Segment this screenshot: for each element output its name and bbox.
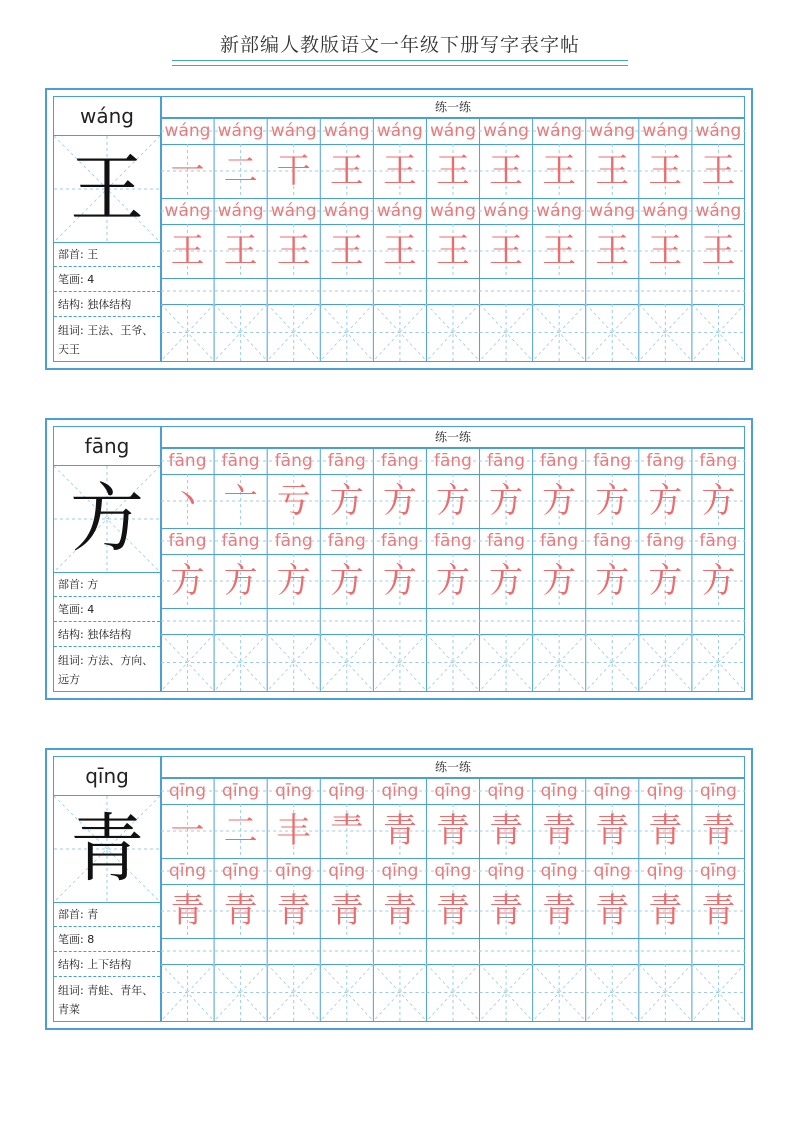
cell-pinyin: fāng [646,451,685,471]
cell-pinyin: wáng [323,201,370,221]
cell-trace-char: 一 [170,151,205,191]
cell-pinyin: qīng [699,781,737,801]
cell-pinyin: fāng [327,531,366,551]
cell-trace-char: 王 [648,151,683,191]
char-radical: 部首: 方 [54,573,160,597]
practice-grid [161,426,745,692]
cell-pinyin: wáng [376,201,423,221]
cell-trace-char: 青 [382,891,417,931]
char-structure: 结构: 上下结构 [54,953,160,977]
practice-grid [161,96,745,362]
practice-header: 练一练 [161,426,745,448]
cell-trace-char: 青 [595,891,630,931]
cell-pinyin: fāng [540,451,579,471]
cell-trace-char: 丶 [170,481,205,521]
cell-pinyin: wáng [695,121,742,141]
cell-pinyin: qīng [328,861,366,881]
cell-pinyin: wáng [642,201,689,221]
char-large: 王 [70,146,144,232]
cell-trace-char: 王 [223,231,258,271]
cell-pinyin: fāng [168,531,207,551]
cell-trace-char: 王 [489,231,524,271]
cell-pinyin: wáng [217,121,264,141]
cell-pinyin: fāng [487,531,526,551]
cell-pinyin: fāng [593,451,632,471]
title-underline [172,60,628,66]
char-radical: 部首: 王 [54,243,160,267]
cell-trace-char: 王 [276,231,311,271]
cell-trace-char: 青 [435,811,470,851]
char-pinyin: fāng [54,427,160,466]
cell-pinyin: fāng [221,531,260,551]
cell-pinyin: wáng [695,201,742,221]
cell-trace-char: 青 [542,811,577,851]
cell-trace-char: 亏 [276,481,311,521]
cell-pinyin: qīng [646,861,684,881]
cell-pinyin: fāng [380,531,419,551]
cell-pinyin: qīng [593,861,631,881]
cell-pinyin: qīng [275,861,313,881]
char-words: 组词: 青蛙、青年、青菜 [58,984,154,1016]
cell-trace-char: 青 [223,891,258,931]
cell-trace-char: 方 [489,561,524,601]
cell-trace-char: 王 [329,231,364,271]
card-inner [53,426,745,692]
cell-trace-char: 王 [170,231,205,271]
char-stroke-count: 笔画: 4 [54,268,160,292]
cell-pinyin: qīng [222,781,260,801]
cell-pinyin: wáng [323,121,370,141]
cell-pinyin: wáng [270,121,317,141]
cell-trace-char: 青 [701,891,736,931]
char-pinyin: wáng [54,97,160,136]
cell-trace-char: 青 [595,811,630,851]
cell-pinyin: wáng [536,201,583,221]
cell-trace-char: 二 [223,811,258,851]
cell-trace-char: 青 [648,811,683,851]
cell-pinyin: qīng [328,781,366,801]
cell-pinyin: wáng [270,201,317,221]
cell-trace-char: 方 [435,481,470,521]
cell-pinyin: wáng [376,121,423,141]
page-title: 新部编人教版语文一年级下册写字表字帖 [219,34,580,56]
char-large: 青 [70,806,144,892]
cell-trace-char: 青 [648,891,683,931]
cell-trace-char: 青 [329,891,364,931]
cell-trace-char: 青 [542,891,577,931]
card-inner [53,96,745,362]
cell-pinyin: fāng [274,531,313,551]
cell-pinyin: fāng [221,451,260,471]
cell-trace-char: 二 [223,151,258,191]
cell-trace-char: 方 [542,561,577,601]
cell-trace-char: 方 [170,561,205,601]
cell-pinyin: qīng [275,781,313,801]
cell-trace-char: 方 [701,561,736,601]
cell-pinyin: qīng [487,781,525,801]
cell-trace-char: 方 [595,481,630,521]
char-structure: 结构: 独体结构 [54,623,160,647]
cell-trace-char: 王 [382,231,417,271]
char-structure: 结构: 独体结构 [54,293,160,317]
cell-pinyin: fāng [699,531,738,551]
char-card [45,748,753,1030]
cell-pinyin: fāng [593,531,632,551]
cell-pinyin: wáng [589,121,636,141]
practice-grid [161,756,745,1022]
cell-trace-char: 丰 [276,811,311,851]
cell-trace-char: 亠 [223,481,258,521]
cell-trace-char: 王 [595,151,630,191]
cell-trace-char: 青 [276,891,311,931]
cell-pinyin: qīng [646,781,684,801]
practice-header: 练一练 [161,96,745,118]
cell-pinyin: wáng [217,201,264,221]
cell-trace-char: 方 [223,561,258,601]
cell-pinyin: fāng [274,451,313,471]
cell-pinyin: qīng [487,861,525,881]
cell-pinyin: wáng [589,201,636,221]
cell-pinyin: wáng [164,121,211,141]
cell-pinyin: qīng [540,861,578,881]
cell-trace-char: 青 [382,811,417,851]
char-stroke-count: 笔画: 4 [54,598,160,622]
char-card [45,418,753,700]
char-info-panel [53,756,161,1022]
cell-trace-char: 方 [329,481,364,521]
cell-trace-char: 王 [701,231,736,271]
char-pinyin: qīng [54,757,160,796]
practice-header: 练一练 [161,756,745,778]
cell-pinyin: qīng [168,781,207,801]
cell-trace-char: 王 [595,231,630,271]
cell-trace-char: 青 [170,891,205,931]
char-words: 组词: 方法、方向、远方 [58,654,154,686]
cell-pinyin: fāng [168,451,207,471]
cell-pinyin: wáng [483,201,529,221]
cell-trace-char: 王 [542,231,577,271]
cell-trace-char: 青 [701,811,736,851]
cell-pinyin: qīng [593,781,631,801]
cell-pinyin: fāng [487,451,526,471]
cell-trace-char: 王 [648,231,683,271]
cell-trace-char: 王 [435,231,470,271]
char-radical: 部首: 青 [54,903,160,927]
cell-pinyin: fāng [646,531,685,551]
cell-trace-char: 青 [435,891,470,931]
cell-trace-char: 王 [435,151,470,191]
cell-trace-char: 方 [382,561,417,601]
cell-pinyin: qīng [540,781,578,801]
cell-pinyin: qīng [434,861,472,881]
cell-trace-char: 方 [648,561,683,601]
cell-pinyin: wáng [642,121,689,141]
char-large: 方 [70,476,144,562]
cell-pinyin: qīng [168,861,207,881]
cell-trace-char: 方 [382,481,417,521]
cell-pinyin: wáng [536,121,583,141]
char-info-panel [53,96,161,362]
cell-pinyin: wáng [429,121,476,141]
cell-pinyin: fāng [699,451,738,471]
cell-trace-char: 方 [542,481,577,521]
cell-pinyin: qīng [699,861,737,881]
char-info-panel [53,426,161,692]
cell-pinyin: fāng [433,451,472,471]
cell-trace-char: 龶 [329,811,364,851]
char-stroke-count: 笔画: 8 [54,928,160,952]
cell-trace-char: 青 [489,891,524,931]
cell-trace-char: 方 [435,561,470,601]
cell-trace-char: 方 [489,481,524,521]
cell-trace-char: 一 [170,811,205,851]
cell-pinyin: wáng [429,201,476,221]
cell-trace-char: 王 [329,151,364,191]
cell-trace-char: 王 [542,151,577,191]
cell-trace-char: 干 [276,151,311,191]
cell-pinyin: fāng [380,451,419,471]
cell-pinyin: qīng [434,781,472,801]
cell-pinyin: qīng [381,861,419,881]
char-display-box [54,466,160,573]
cell-pinyin: fāng [540,531,579,551]
cell-trace-char: 方 [648,481,683,521]
cell-pinyin: fāng [433,531,472,551]
cell-trace-char: 王 [489,151,524,191]
cell-pinyin: qīng [222,861,260,881]
cell-trace-char: 方 [329,561,364,601]
cell-pinyin: fāng [327,451,366,471]
char-words: 组词: 王法、王爷、天王 [58,324,154,356]
cell-trace-char: 方 [701,481,736,521]
cell-pinyin: qīng [381,781,419,801]
cell-trace-char: 方 [595,561,630,601]
cell-pinyin: wáng [164,201,211,221]
cell-trace-char: 青 [489,811,524,851]
char-display-box [54,136,160,243]
card-inner [53,756,745,1022]
cell-trace-char: 王 [382,151,417,191]
cell-pinyin: wáng [483,121,529,141]
char-display-box [54,796,160,903]
char-card [45,88,753,370]
cell-trace-char: 方 [276,561,311,601]
cell-trace-char: 王 [701,151,736,191]
